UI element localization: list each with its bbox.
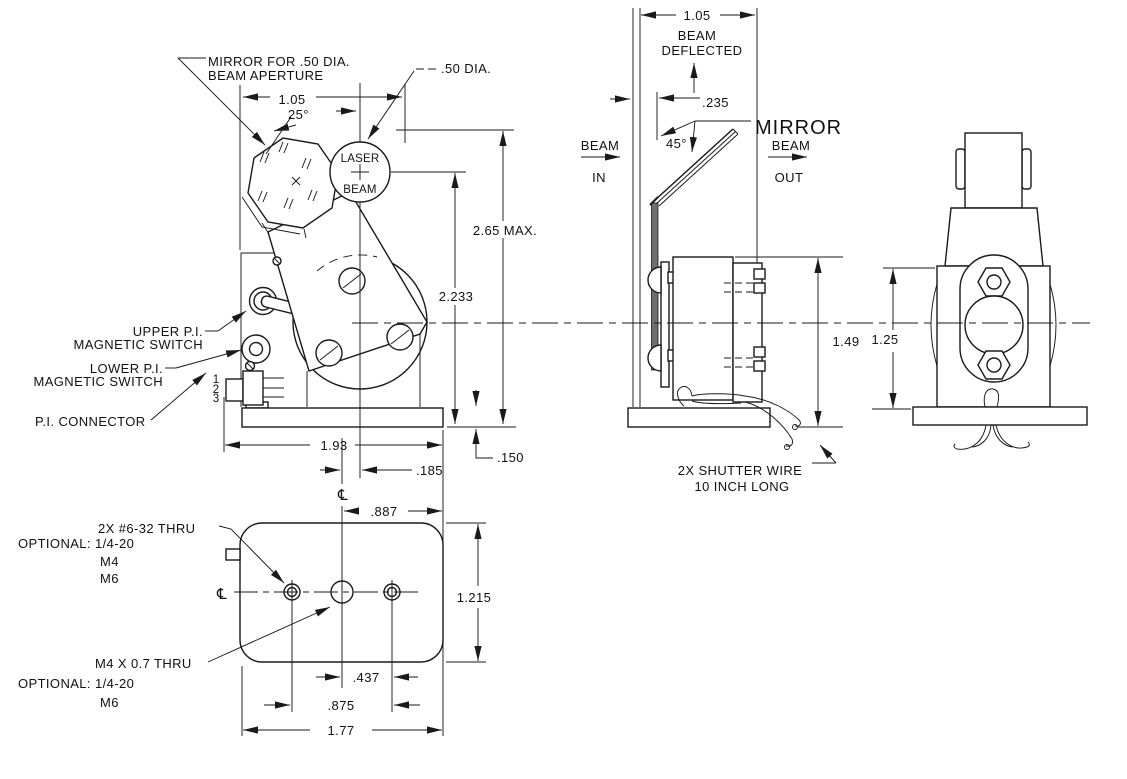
connector-plug bbox=[226, 379, 243, 401]
optional-bottom-1: OPTIONAL: 1/4-20 bbox=[18, 676, 135, 691]
leader bbox=[218, 311, 246, 331]
dim-150: .150 bbox=[497, 450, 524, 465]
right-view bbox=[913, 133, 1087, 449]
holes-note: 2X #6-32 THRU bbox=[98, 521, 196, 536]
magnet-bump-lower bbox=[648, 345, 661, 371]
dim-1-05-mid: 1.05 bbox=[683, 8, 711, 23]
upper-switch-label-2: MAGNETIC SWITCH bbox=[73, 337, 203, 352]
connector-label: P.I. CONNECTOR bbox=[35, 414, 146, 429]
lower-switch-label-1: LOWER P.I. bbox=[89, 361, 163, 376]
dim-2-65-max: 2.65 MAX. bbox=[472, 223, 538, 238]
optional-top-2: M4 bbox=[100, 554, 119, 569]
optional-top-3: M6 bbox=[100, 571, 119, 586]
dim-887: .887 bbox=[370, 504, 398, 519]
centerline-symbol-lower: ℄ bbox=[216, 586, 228, 603]
pin-1: 1 bbox=[212, 374, 220, 386]
pin-2: 2 bbox=[212, 384, 220, 396]
wire-note-2: 10 INCH LONG bbox=[694, 479, 790, 494]
leader bbox=[476, 451, 493, 458]
mirror-label: MIRROR bbox=[755, 117, 843, 139]
deflect-mirror bbox=[650, 129, 738, 206]
dim-1-25: 1.25 bbox=[871, 332, 899, 347]
dim-1-49: 1.49 bbox=[832, 334, 860, 349]
dim-185: .185 bbox=[416, 463, 443, 478]
center-hole-note: M4 X 0.7 THRU bbox=[95, 656, 192, 671]
laser-label-1: LASER bbox=[340, 153, 380, 165]
beam-out-label-2: OUT bbox=[774, 170, 804, 185]
beam-in-label-1: BEAM bbox=[580, 138, 620, 153]
pin-3: 3 bbox=[212, 393, 220, 405]
beam-out-label-1: BEAM bbox=[771, 138, 811, 153]
wire-note-1: 2X SHUTTER WIRE bbox=[677, 463, 803, 478]
dim-1-77: 1.77 bbox=[327, 723, 355, 738]
upper-switch-label-1: UPPER P.I. bbox=[132, 324, 203, 339]
dim-1-05-left: 1.05 bbox=[278, 92, 306, 107]
angle-arrow bbox=[661, 121, 695, 136]
hex-nut-upper bbox=[978, 268, 1010, 296]
side-bulge-left bbox=[931, 284, 937, 366]
dim-235: .235 bbox=[702, 95, 729, 110]
leader bbox=[820, 445, 836, 463]
magnet-bump-upper bbox=[648, 267, 661, 293]
base-plate-front bbox=[913, 407, 1087, 425]
optional-bottom-2: M6 bbox=[100, 695, 119, 710]
optional-top-1: OPTIONAL: 1/4-20 bbox=[18, 536, 135, 551]
dim-1-25-group bbox=[866, 330, 906, 347]
solenoid-body bbox=[673, 257, 733, 400]
middle-view bbox=[628, 8, 800, 450]
beam-in-label-2: IN bbox=[592, 170, 606, 185]
angle-25: 25° bbox=[288, 107, 309, 122]
laser-label-2: BEAM bbox=[343, 184, 377, 196]
centerline-symbol-upper: ℄ bbox=[337, 487, 349, 504]
leader bbox=[176, 350, 241, 368]
deflect-label-1: BEAM bbox=[677, 28, 717, 43]
lower-switch bbox=[242, 335, 270, 363]
aperture-circle bbox=[965, 296, 1023, 354]
dim-1-93: 1.93 bbox=[320, 438, 348, 453]
base-plate bbox=[242, 408, 443, 427]
hex-nut-lower bbox=[978, 351, 1010, 379]
dim-437: .437 bbox=[352, 670, 380, 685]
mirror-note-line2: BEAM APERTURE bbox=[208, 68, 324, 83]
top-block bbox=[965, 133, 1022, 208]
mirror-note-line1: MIRROR FOR .50 DIA. bbox=[208, 54, 350, 69]
connector-body bbox=[243, 371, 263, 405]
top-clip-left bbox=[956, 149, 965, 189]
dim-1-215: 1.215 bbox=[456, 590, 492, 605]
base-plate-mid bbox=[628, 408, 770, 427]
lower-switch-label-2: MAGNETIC SWITCH bbox=[33, 374, 163, 389]
dim-2-233: 2.233 bbox=[438, 289, 474, 304]
bottom-view bbox=[226, 523, 443, 662]
angle-45: 45° bbox=[666, 136, 687, 151]
angle-arrow bbox=[692, 121, 695, 152]
dia-note: .50 DIA. bbox=[441, 61, 492, 76]
top-clip-right bbox=[1022, 149, 1031, 189]
side-bulge-right bbox=[1050, 284, 1056, 366]
dim-875: .875 bbox=[327, 698, 355, 713]
connector-tab bbox=[226, 549, 240, 560]
left-view bbox=[226, 138, 443, 427]
leader bbox=[368, 71, 414, 139]
deflect-label-2: DEFLECTED bbox=[661, 43, 743, 58]
annotations bbox=[18, 8, 906, 738]
